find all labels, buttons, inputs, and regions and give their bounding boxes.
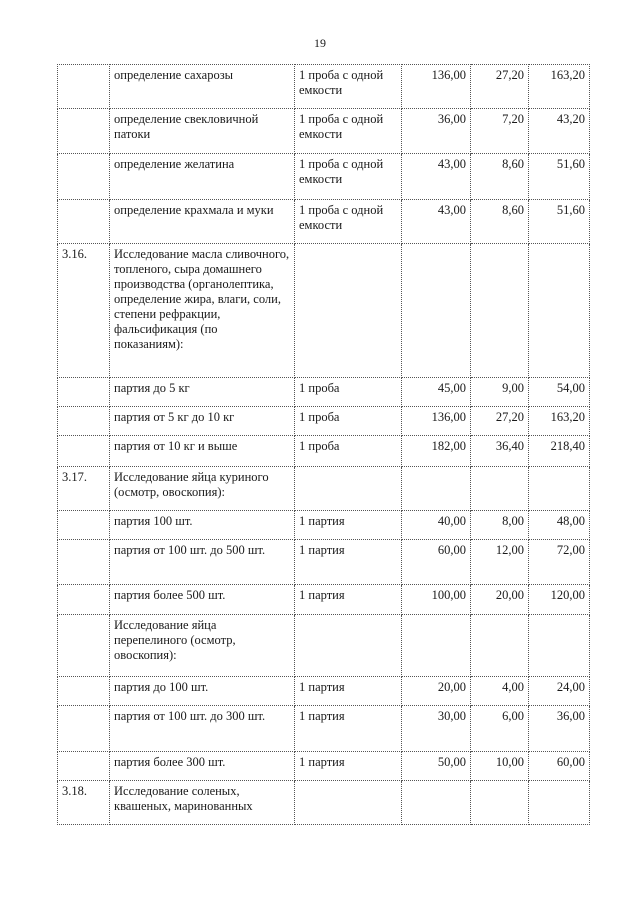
item-name: партия более 300 шт. — [110, 752, 295, 781]
item-unit: 1 проба — [295, 378, 402, 407]
page-number: 19 — [314, 36, 326, 50]
item-number — [58, 706, 110, 752]
item-unit: 1 проба — [295, 436, 402, 467]
item-vat: 27,20 — [471, 65, 529, 109]
item-price: 30,00 — [402, 706, 471, 752]
table-row — [58, 65, 590, 109]
item-name: определение крахмала и муки — [110, 200, 295, 244]
item-price: 36,00 — [402, 109, 471, 154]
item-number — [58, 511, 110, 540]
item-total: 163,20 — [529, 65, 590, 109]
item-number — [58, 407, 110, 436]
item-price — [402, 244, 471, 378]
item-total — [529, 467, 590, 511]
item-total — [529, 615, 590, 677]
item-name: партия от 100 шт. до 300 шт. — [110, 706, 295, 752]
item-total: 43,20 — [529, 109, 590, 154]
item-vat: 27,20 — [471, 407, 529, 436]
item-number — [58, 677, 110, 706]
item-total: 54,00 — [529, 378, 590, 407]
item-unit: 1 партия — [295, 585, 402, 615]
item-unit: 1 проба — [295, 407, 402, 436]
item-number: 3.16. — [58, 244, 110, 378]
item-vat: 20,00 — [471, 585, 529, 615]
table-row — [58, 200, 590, 244]
item-total: 24,00 — [529, 677, 590, 706]
item-price — [402, 467, 471, 511]
item-number — [58, 436, 110, 467]
table-body — [58, 65, 590, 825]
table-row — [58, 109, 590, 154]
item-vat: 9,00 — [471, 378, 529, 407]
item-name: партия от 100 шт. до 500 шт. — [110, 540, 295, 585]
item-total: 36,00 — [529, 706, 590, 752]
item-unit: 1 партия — [295, 540, 402, 585]
item-name: определение свекловичной патоки — [110, 109, 295, 154]
item-name: определение сахарозы — [110, 65, 295, 109]
item-unit — [295, 467, 402, 511]
table-row — [58, 615, 590, 677]
table-row — [58, 706, 590, 752]
item-price: 20,00 — [402, 677, 471, 706]
item-total: 218,40 — [529, 436, 590, 467]
item-number — [58, 585, 110, 615]
item-number — [58, 154, 110, 200]
item-name: партия до 100 шт. — [110, 677, 295, 706]
item-name: Исследование яйца куриного (осмотр, овоскопия): — [110, 467, 295, 511]
item-price: 60,00 — [402, 540, 471, 585]
item-unit: 1 проба с одной емкости — [295, 65, 402, 109]
item-vat: 4,00 — [471, 677, 529, 706]
item-total: 120,00 — [529, 585, 590, 615]
item-vat: 12,00 — [471, 540, 529, 585]
item-unit: 1 проба с одной емкости — [295, 154, 402, 200]
item-total: 60,00 — [529, 752, 590, 781]
item-unit: 1 партия — [295, 677, 402, 706]
item-price — [402, 781, 471, 825]
table-row — [58, 781, 590, 825]
item-number — [58, 752, 110, 781]
item-unit: 1 партия — [295, 752, 402, 781]
item-number — [58, 378, 110, 407]
item-vat: 8,60 — [471, 154, 529, 200]
table-row — [58, 752, 590, 781]
item-price — [402, 615, 471, 677]
table-row — [58, 154, 590, 200]
item-name: партия от 10 кг и выше — [110, 436, 295, 467]
item-unit — [295, 615, 402, 677]
item-unit: 1 партия — [295, 706, 402, 752]
item-vat: 7,20 — [471, 109, 529, 154]
item-vat: 8,60 — [471, 200, 529, 244]
item-name: партия до 5 кг — [110, 378, 295, 407]
item-price: 100,00 — [402, 585, 471, 615]
item-total — [529, 781, 590, 825]
item-vat: 8,00 — [471, 511, 529, 540]
item-total: 51,60 — [529, 200, 590, 244]
item-vat — [471, 244, 529, 378]
item-number: 3.18. — [58, 781, 110, 825]
item-vat — [471, 781, 529, 825]
item-total: 51,60 — [529, 154, 590, 200]
item-price: 136,00 — [402, 65, 471, 109]
table-row — [58, 585, 590, 615]
item-total: 163,20 — [529, 407, 590, 436]
item-vat — [471, 467, 529, 511]
item-price: 50,00 — [402, 752, 471, 781]
table-row — [58, 436, 590, 467]
item-number — [58, 540, 110, 585]
item-number — [58, 615, 110, 677]
table-row — [58, 467, 590, 511]
item-vat: 6,00 — [471, 706, 529, 752]
item-vat: 10,00 — [471, 752, 529, 781]
table-row — [58, 677, 590, 706]
item-unit: 1 партия — [295, 511, 402, 540]
table-row — [58, 378, 590, 407]
item-number — [58, 200, 110, 244]
table-row — [58, 407, 590, 436]
item-unit: 1 проба с одной емкости — [295, 109, 402, 154]
item-name: Исследование соленых, квашеных, маринованных — [110, 781, 295, 825]
item-name: партия 100 шт. — [110, 511, 295, 540]
item-name: Исследование масла сливочного, топленого, сыра домашнего производства (органолептика, определение жира, влаги, соли, степени рефракции, фальсификация (по показаниям): — [110, 244, 295, 378]
table-row — [58, 540, 590, 585]
item-total: 48,00 — [529, 511, 590, 540]
item-total: 72,00 — [529, 540, 590, 585]
item-unit — [295, 244, 402, 378]
item-price: 136,00 — [402, 407, 471, 436]
item-unit: 1 проба с одной емкости — [295, 200, 402, 244]
item-name: Исследование яйца перепелиного (осмотр, овоскопия): — [110, 615, 295, 677]
item-number: 3.17. — [58, 467, 110, 511]
item-number — [58, 65, 110, 109]
item-number — [58, 109, 110, 154]
table-row — [58, 511, 590, 540]
item-name: партия от 5 кг до 10 кг — [110, 407, 295, 436]
item-price: 45,00 — [402, 378, 471, 407]
item-price: 40,00 — [402, 511, 471, 540]
item-vat — [471, 615, 529, 677]
table-row — [58, 244, 590, 378]
item-vat: 36,40 — [471, 436, 529, 467]
price-table — [57, 64, 590, 825]
item-price: 43,00 — [402, 154, 471, 200]
item-name: определение желатина — [110, 154, 295, 200]
item-name: партия более 500 шт. — [110, 585, 295, 615]
item-unit — [295, 781, 402, 825]
item-total — [529, 244, 590, 378]
item-price: 43,00 — [402, 200, 471, 244]
item-price: 182,00 — [402, 436, 471, 467]
